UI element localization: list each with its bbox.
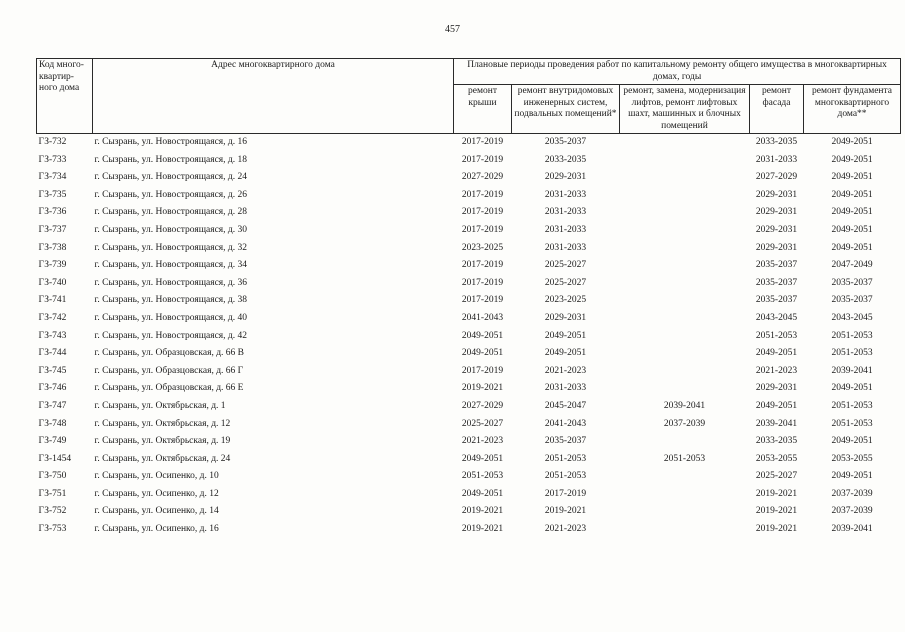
cell-code: ГЗ-733: [38, 154, 67, 165]
cell-foundation: 2049-2051: [831, 137, 873, 147]
cell-foundation: 2051-2053: [831, 418, 873, 429]
cell-facade: 2029-2031: [755, 383, 798, 394]
cell-facade: 2033-2035: [755, 436, 798, 447]
cell-facade: 2019-2021: [755, 506, 798, 517]
cell-code: ГЗ-738: [38, 242, 67, 253]
cell-lifts: [620, 433, 750, 451]
cell-code: ГЗ-737: [38, 224, 67, 235]
table-row: [37, 433, 901, 451]
cell-code: ГЗ-752: [38, 506, 67, 517]
cell-roof: 2025-2027: [461, 418, 504, 429]
cell-systems: 2035-2037: [544, 436, 587, 447]
cell-systems: 2049-2051: [544, 348, 587, 359]
cell-foundation: 2053-2055: [831, 453, 873, 464]
cell-roof: 2023-2025: [461, 242, 504, 253]
cell-lifts: [620, 363, 750, 381]
cell-address: г. Сызрань, ул. Новостроящаяся, д. 36: [94, 277, 248, 288]
cell-roof: 2019-2021: [461, 506, 504, 517]
cell-foundation: 2049-2051: [831, 471, 873, 482]
cell-facade: 2039-2041: [755, 418, 798, 429]
cell-lifts: 2039-2041: [663, 400, 706, 411]
cell-foundation: 2039-2041: [831, 524, 873, 535]
header-address: Адрес многоквартирного дома: [93, 59, 454, 134]
cell-lifts: [620, 275, 750, 293]
cell-address: г. Сызрань, ул. Октябрьская, д. 19: [94, 436, 231, 447]
cell-lifts: [620, 310, 750, 328]
cell-roof: 2027-2029: [461, 172, 504, 183]
cell-systems: 2019-2021: [544, 506, 587, 517]
page-number: 457: [445, 24, 460, 35]
table-row: [37, 275, 901, 293]
table-row: [37, 292, 901, 310]
cell-roof: 2017-2019: [461, 154, 504, 165]
cell-address: г. Сызрань, ул. Образцовская, д. 66 В: [94, 348, 244, 359]
table-row: [37, 169, 901, 187]
cell-lifts: [620, 468, 750, 486]
cell-address: г. Сызрань, ул. Образцовская, д. 66 Г: [94, 365, 244, 376]
cell-foundation: 2049-2051: [831, 224, 873, 235]
cell-facade: 2035-2037: [755, 277, 798, 288]
cell-facade: 2029-2031: [755, 242, 798, 253]
cell-code: ГЗ-739: [38, 260, 67, 271]
cell-address: г. Сызрань, ул. Осипенко, д. 14: [94, 506, 219, 517]
cell-roof: 2049-2051: [461, 330, 504, 341]
cell-facade: 2043-2045: [755, 312, 798, 323]
cell-foundation: 2037-2039: [831, 506, 873, 517]
cell-foundation: 2035-2037: [831, 295, 873, 306]
cell-roof: 2041-2043: [461, 312, 504, 323]
cell-systems: 2031-2033: [544, 207, 587, 218]
cell-lifts: [620, 240, 750, 258]
cell-code: ГЗ-753: [38, 524, 67, 535]
cell-lifts: [620, 521, 750, 539]
cell-address: г. Сызрань, ул. Новостроящаяся, д. 28: [94, 207, 248, 218]
cell-roof: 2017-2019: [461, 365, 504, 376]
cell-roof: 2049-2051: [461, 453, 504, 464]
cell-facade: 2029-2031: [755, 189, 798, 200]
cell-systems: 2025-2027: [544, 277, 587, 288]
cell-systems: 2033-2035: [544, 154, 587, 165]
cell-roof: 2017-2019: [461, 224, 504, 235]
cell-code: ГЗ-748: [38, 418, 67, 429]
cell-roof: 2017-2019: [461, 295, 504, 306]
cell-facade: 2019-2021: [755, 524, 798, 535]
table-row: [37, 328, 901, 346]
cell-lifts: [620, 134, 750, 152]
cell-facade: 2025-2027: [755, 471, 798, 482]
cell-lifts: 2037-2039: [663, 418, 706, 429]
cell-roof: 2021-2023: [461, 436, 504, 447]
table-row: [37, 310, 901, 328]
table-row: [37, 345, 901, 363]
cell-code: ГЗ-745: [38, 365, 67, 376]
cell-foundation: 2039-2041: [831, 365, 873, 376]
cell-facade: 2035-2037: [755, 260, 798, 271]
cell-systems: 2051-2053: [544, 453, 587, 464]
cell-facade: 2049-2051: [755, 400, 798, 411]
cell-systems: 2031-2033: [544, 242, 587, 253]
cell-lifts: [620, 152, 750, 170]
table-row: [37, 204, 901, 222]
cell-code: ГЗ-740: [38, 277, 67, 288]
cell-facade: 2029-2031: [755, 224, 798, 235]
table-row: [37, 187, 901, 205]
cell-address: г. Сызрань, ул. Новостроящаяся, д. 42: [94, 330, 248, 341]
cell-systems: 2021-2023: [544, 365, 587, 376]
header-facade: ремонт фасада: [750, 85, 804, 134]
cell-code: ГЗ-750: [38, 471, 67, 482]
cell-lifts: [620, 169, 750, 187]
cell-facade: 2029-2031: [755, 207, 798, 218]
cell-roof: 2017-2019: [461, 207, 504, 218]
cell-roof: 2017-2019: [461, 260, 504, 271]
cell-address: г. Сызрань, ул. Октябрьская, д. 12: [94, 418, 231, 429]
cell-foundation: 2049-2051: [831, 207, 873, 218]
cell-roof: 2017-2019: [461, 277, 504, 288]
cell-facade: 2035-2037: [755, 295, 798, 306]
cell-foundation: 2051-2053: [831, 400, 873, 411]
cell-facade: 2027-2029: [755, 172, 798, 183]
cell-roof: 2017-2019: [461, 137, 504, 147]
cell-code: ГЗ-732: [38, 137, 67, 147]
cell-address: г. Сызрань, ул. Образцовская, д. 66 Е: [94, 383, 244, 394]
table-row: [37, 398, 901, 416]
cell-lifts: 2051-2053: [663, 453, 706, 464]
cell-facade: 2031-2033: [755, 154, 798, 165]
header-roof: ремонт крыши: [454, 85, 512, 134]
cell-facade: 2033-2035: [755, 137, 798, 147]
cell-roof: 2019-2021: [461, 383, 504, 394]
cell-foundation: 2035-2037: [831, 277, 873, 288]
table-row: [37, 363, 901, 381]
cell-code: ГЗ-751: [38, 488, 67, 499]
cell-systems: 2031-2033: [544, 189, 587, 200]
cell-lifts: [620, 292, 750, 310]
cell-roof: 2027-2029: [461, 400, 504, 411]
cell-code: ГЗ-749: [38, 436, 67, 447]
cell-address: г. Сызрань, ул. Новостроящаяся, д. 34: [94, 260, 248, 271]
cell-foundation: 2049-2051: [831, 383, 873, 394]
cell-foundation: 2049-2051: [831, 242, 873, 253]
cell-systems: 2021-2023: [544, 524, 587, 535]
cell-address: г. Сызрань, ул. Осипенко, д. 10: [94, 471, 219, 482]
table-body: [37, 134, 901, 539]
table-row: [37, 134, 901, 152]
cell-systems: 2023-2025: [544, 295, 587, 306]
cell-systems: 2049-2051: [544, 330, 587, 341]
cell-roof: 2017-2019: [461, 189, 504, 200]
table-row: [37, 152, 901, 170]
cell-code: ГЗ-734: [38, 172, 67, 183]
cell-facade: 2051-2053: [755, 330, 798, 341]
cell-foundation: 2049-2051: [831, 189, 873, 200]
cell-code: ГЗ-735: [38, 189, 67, 200]
cell-lifts: [620, 222, 750, 240]
table-row: [37, 240, 901, 258]
header-periods: Плановые периоды проведения работ по капитальному ремонту общего имущества в многоквартирных домах, годы: [454, 59, 901, 85]
cell-code: ГЗ-744: [38, 348, 67, 359]
cell-foundation: 2049-2051: [831, 436, 873, 447]
cell-address: г. Сызрань, ул. Новостроящаяся, д. 18: [94, 154, 248, 165]
table-row: [37, 521, 901, 539]
cell-code: ГЗ-747: [38, 400, 67, 411]
table-row: [37, 222, 901, 240]
cell-systems: 2025-2027: [544, 260, 587, 271]
cell-roof: 2019-2021: [461, 524, 504, 535]
cell-lifts: [620, 380, 750, 398]
cell-systems: 2045-2047: [544, 400, 587, 411]
cell-address: г. Сызрань, ул. Новостроящаяся, д. 26: [94, 189, 248, 200]
cell-facade: 2021-2023: [755, 365, 798, 376]
cell-systems: 2017-2019: [544, 488, 587, 499]
cell-lifts: [620, 503, 750, 521]
cell-address: г. Сызрань, ул. Осипенко, д. 16: [94, 524, 219, 535]
cell-address: г. Сызрань, ул. Новостроящаяся, д. 32: [94, 242, 248, 253]
cell-systems: 2029-2031: [544, 172, 587, 183]
cell-lifts: [620, 486, 750, 504]
cell-lifts: [620, 328, 750, 346]
cell-systems: 2031-2033: [544, 224, 587, 235]
cell-facade: 2053-2055: [755, 453, 798, 464]
cell-foundation: 2037-2039: [831, 488, 873, 499]
cell-foundation: 2043-2045: [831, 312, 873, 323]
cell-foundation: 2051-2053: [831, 330, 873, 341]
header-code: Код много-квартир-ного дома: [37, 59, 93, 134]
table-row: [37, 451, 901, 469]
header-row-top: [37, 59, 901, 85]
cell-code: ГЗ-1454: [38, 453, 72, 464]
cell-systems: 2031-2033: [544, 383, 587, 394]
header-lifts: ремонт, замена, модернизация лифтов, ремонт лифтовых шахт, машинных и блочных помещений: [620, 85, 750, 134]
cell-systems: 2035-2037: [544, 137, 587, 147]
cell-address: г. Сызрань, ул. Осипенко, д. 12: [94, 488, 219, 499]
cell-foundation: 2051-2053: [831, 348, 873, 359]
cell-address: г. Сызрань, ул. Октябрьская, д. 1: [94, 400, 226, 411]
header-foundation: ремонт фундамента многоквартирного дома**: [804, 85, 901, 134]
cell-systems: 2041-2043: [544, 418, 587, 429]
cell-address: г. Сызрань, ул. Новостроящаяся, д. 24: [94, 172, 248, 183]
cell-address: г. Сызрань, ул. Новостроящаяся, д. 40: [94, 312, 248, 323]
cell-systems: 2051-2053: [544, 471, 587, 482]
cell-roof: 2049-2051: [461, 348, 504, 359]
cell-code: ГЗ-743: [38, 330, 67, 341]
cell-lifts: [620, 187, 750, 205]
cell-address: г. Сызрань, ул. Новостроящаяся, д. 16: [94, 137, 248, 147]
cell-code: ГЗ-746: [38, 383, 67, 394]
header-systems: ремонт внутридомовых инженерных систем, подвальных помещений*: [512, 85, 620, 134]
table-row: [37, 416, 901, 434]
cell-address: г. Сызрань, ул. Новостроящаяся, д. 30: [94, 224, 248, 235]
table-row: [37, 503, 901, 521]
repair-schedule-table: [36, 58, 901, 539]
cell-address: г. Сызрань, ул. Октябрьская, д. 24: [94, 453, 231, 464]
cell-lifts: [620, 204, 750, 222]
cell-foundation: 2049-2051: [831, 172, 873, 183]
table-row: [37, 380, 901, 398]
cell-foundation: 2049-2051: [831, 154, 873, 165]
cell-lifts: [620, 345, 750, 363]
cell-facade: 2049-2051: [755, 348, 798, 359]
table-row: [37, 257, 901, 275]
cell-code: ГЗ-742: [38, 312, 67, 323]
cell-systems: 2029-2031: [544, 312, 587, 323]
cell-facade: 2019-2021: [755, 488, 798, 499]
cell-lifts: [620, 257, 750, 275]
cell-address: г. Сызрань, ул. Новостроящаяся, д. 38: [94, 295, 248, 306]
cell-roof: 2049-2051: [461, 488, 504, 499]
table-row: [37, 486, 901, 504]
cell-roof: 2051-2053: [461, 471, 504, 482]
table-row: [37, 468, 901, 486]
cell-foundation: 2047-2049: [831, 260, 873, 271]
cell-code: ГЗ-736: [38, 207, 67, 218]
cell-code: ГЗ-741: [38, 295, 67, 306]
